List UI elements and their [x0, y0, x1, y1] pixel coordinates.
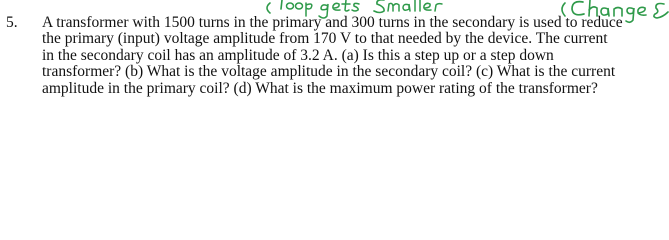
handwritten-note-left: ( loop gets smaller	[270, 0, 420, 16]
problem-line: amplitude in the primary coil? (d) What is the maximum power rating of the transformer?	[42, 79, 598, 97]
problem-text	[42, 15, 662, 97]
problem-line: transformer? (b) What is the voltage amplitude in the secondary coil? (c) What is the current	[42, 63, 616, 81]
problem-number: 5.	[6, 14, 18, 31]
problem-line: in the secondary coil has an amplitude of 3.2 A. (a) Is this a step up or a step down	[42, 46, 554, 64]
handwritten-note-right: ( Change &	[565, 0, 656, 16]
problem-line: the primary (input) voltage amplitude from 170 V to that needed by the device. The current	[42, 30, 608, 48]
problem-line: A transformer with 1500 turns in the primary and 300 turns in the secondary is used to reduce	[42, 14, 623, 31]
